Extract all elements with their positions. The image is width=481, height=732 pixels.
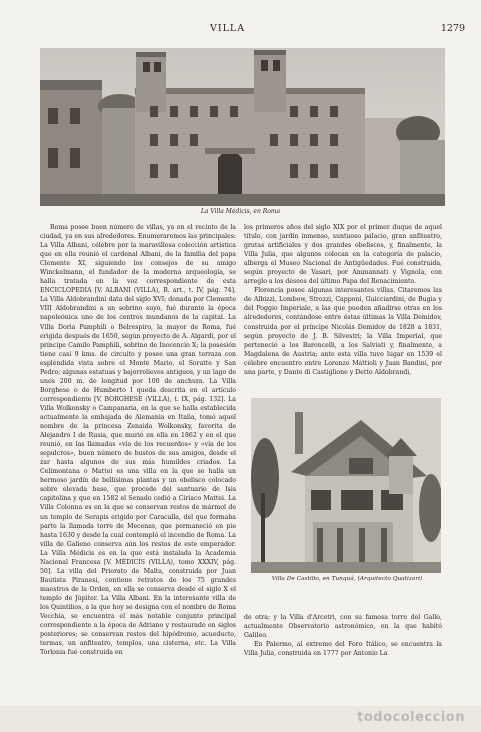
figure-caption-top: La Villa Médicis, en Roma [200, 208, 281, 215]
paragraph: Florencia posee algunas interesantes villas. Citaremos las de Albizzi, Lombow, Strozzi, Capponi, Guicciardini, de Bugia y del Poggio Imperiale, a las que pueden añadirse otras en los alrededores, contándose entre éstas últimas la Villa Demidov, construida por el príncipe Nicolás Demidov de 1828 a 1831, según proyecto de J. B. Silvestri; la Villa Imperial, que perteneció a los Baroncelli, a los Salviati y, finalmente, a Magdalena de Austria; ante esta villa tuvo lugar en 1539 el célebre encuentro entre Lorenzo Mattioli y Juan Bandini, por una parte, y Dante di Castiglione y Detto Aldobrandi, [244, 287, 442, 376]
page-number: 1279 [440, 23, 465, 34]
villa-de-castilio-photo [251, 398, 441, 573]
text-column-right-bottom [244, 613, 442, 701]
page-header [0, 20, 481, 36]
paragraph: Roma posee buen número de villas, ya en el recinto de la ciudad, ya en sus alrededores. Enumeraremos las principales: La Villa Albani, célebre por la maravillosa colección artística que en ella reunió el cardenal Albani, de la familia del papa Clemente XI, siguiendo los consejos de su amigo Winckelmann, el fundador de la moderna arqueología, se halla tratada en la voz correspondiente de esta ENCICLOPEDIA [V. ALBANI (VILLA), B. art., t. IV, pág. 74]. La Villa Aldobrandini data del siglo XVI; donada por Clemente VIII Aldobrandini a un sobrino suyo, fué durante la época napoleónica uno de los centros mundanos de la capital. La Villa Doria Pamphili o Belrespiro, la mayor de Roma, fué erigida después de 1650, según proyecto de A. Algardi, por el príncipe Camilo Pamphili, sobrino de Inocencio X; la posesión tiene casi 9 kms. de circuito y posee una gran terraza con espléndida vista sobre el Monte Mario, el Soratte y San Pedro; algunas estatuas y bajorrelieves antiguos, y un lago de unos 200 m. de longitud por 100 de anchura. La Villa Borghese o de Humberto I queda descrita en el artículo correspondiente [V. BORGHESE (VILLA), t. IX, pág. 132]. La Villa Wolkonsky o Campanaria, en la que se halla establecida actualmente la embajada de Alemania en Italia, tomó aquel nombre de la princesa Zenaida Wolkonsky, favorita de Alejandro I de Rusia, que murió en ella en 1862 y en el que reunió, en las llamadas «vía de los recuerdos» y «vía de los sepulcros», buen número de bustos de sus amigos, desde el zar hasta algunos de sus más humildes criados. La Celimontana o Mattei es una villa en la que se halla un hermoso jardín de bellísimas plantas y un obelisco colocado sobre elevada base, que procede del santuario de Isis capitolina y que en 1582 el Senado cedió a Ciriaco Mattei. La Villa Colonna es en la que se conservan restos de mármol de un templo de Serapis erigido por Caracalla, del que formaba parte la llamada torre de Mecenas, que permaneció en pie hasta 1630 y desde la cual contempló el incendio de Roma. La villa de Galieno conserva aún los restos de este emperador. La Villa Médicis es en la que está instalada la Academia Nacional Francesa [V. MÉDICIS (VILLA), tomo XXXIV, pág. 50]. La villa del Priorato de Malta, construida por Juan Bautista Piranesi, contiene retratos de los 75 grandes maestros de la Orden, en ella se conserva desde el siglo X el templo de Júpiter. La Villa Albani. En la interesante villa de los Quintilios, a la que hoy se designa con el nombre de Roma Vecchia, se encuentra el más notable conjunto principal correspondiente a la época de Adriano y restaurado en siglos posteriores; se conservan restos del hipódromo, acueducto, termas, un anfiteatro, templos, una cisterna, etc. La Villa Torlonia fué construida en [40, 224, 236, 657]
running-title: VILLA [210, 23, 246, 34]
figure-caption-bottom: Villa De Castilio, en Tunquá, (Arquitecto Quatizari) [271, 576, 423, 582]
paragraph: los primeros años del siglo XIX por el primer duque de aquel título, con jardín inmenso, suntuoso palacio, gran anfiteatro, grutas artificiales y dos grandes obeliscos, y, finalmente, la Villa Julia, que algunos colocan en la categoría de palacio, alberga el Museo Nacional de Antigüedades. Fué construida, según proyecto de Vasari, por Ammannati y Vignola, con arreglo a los deseos del último Papa del Renacimiento. [244, 224, 442, 286]
text-column-right-top [244, 223, 442, 396]
villa-medicis-photo [40, 48, 445, 206]
watermark-logo: todocoleccion [357, 710, 465, 725]
text-column-left [40, 223, 236, 698]
paragraph: En Palermo, al extremo del Foro Itálico, se encuentra la Villa Julia, construida en 1777 por Antonio La [244, 641, 442, 658]
paragraph: de otra; y la Villa d'Arcetri, con su famosa torre del Gallo, actualmente Observatorio astronómico, en la que habitó Galileo. [244, 614, 442, 640]
footer-band [0, 706, 481, 732]
